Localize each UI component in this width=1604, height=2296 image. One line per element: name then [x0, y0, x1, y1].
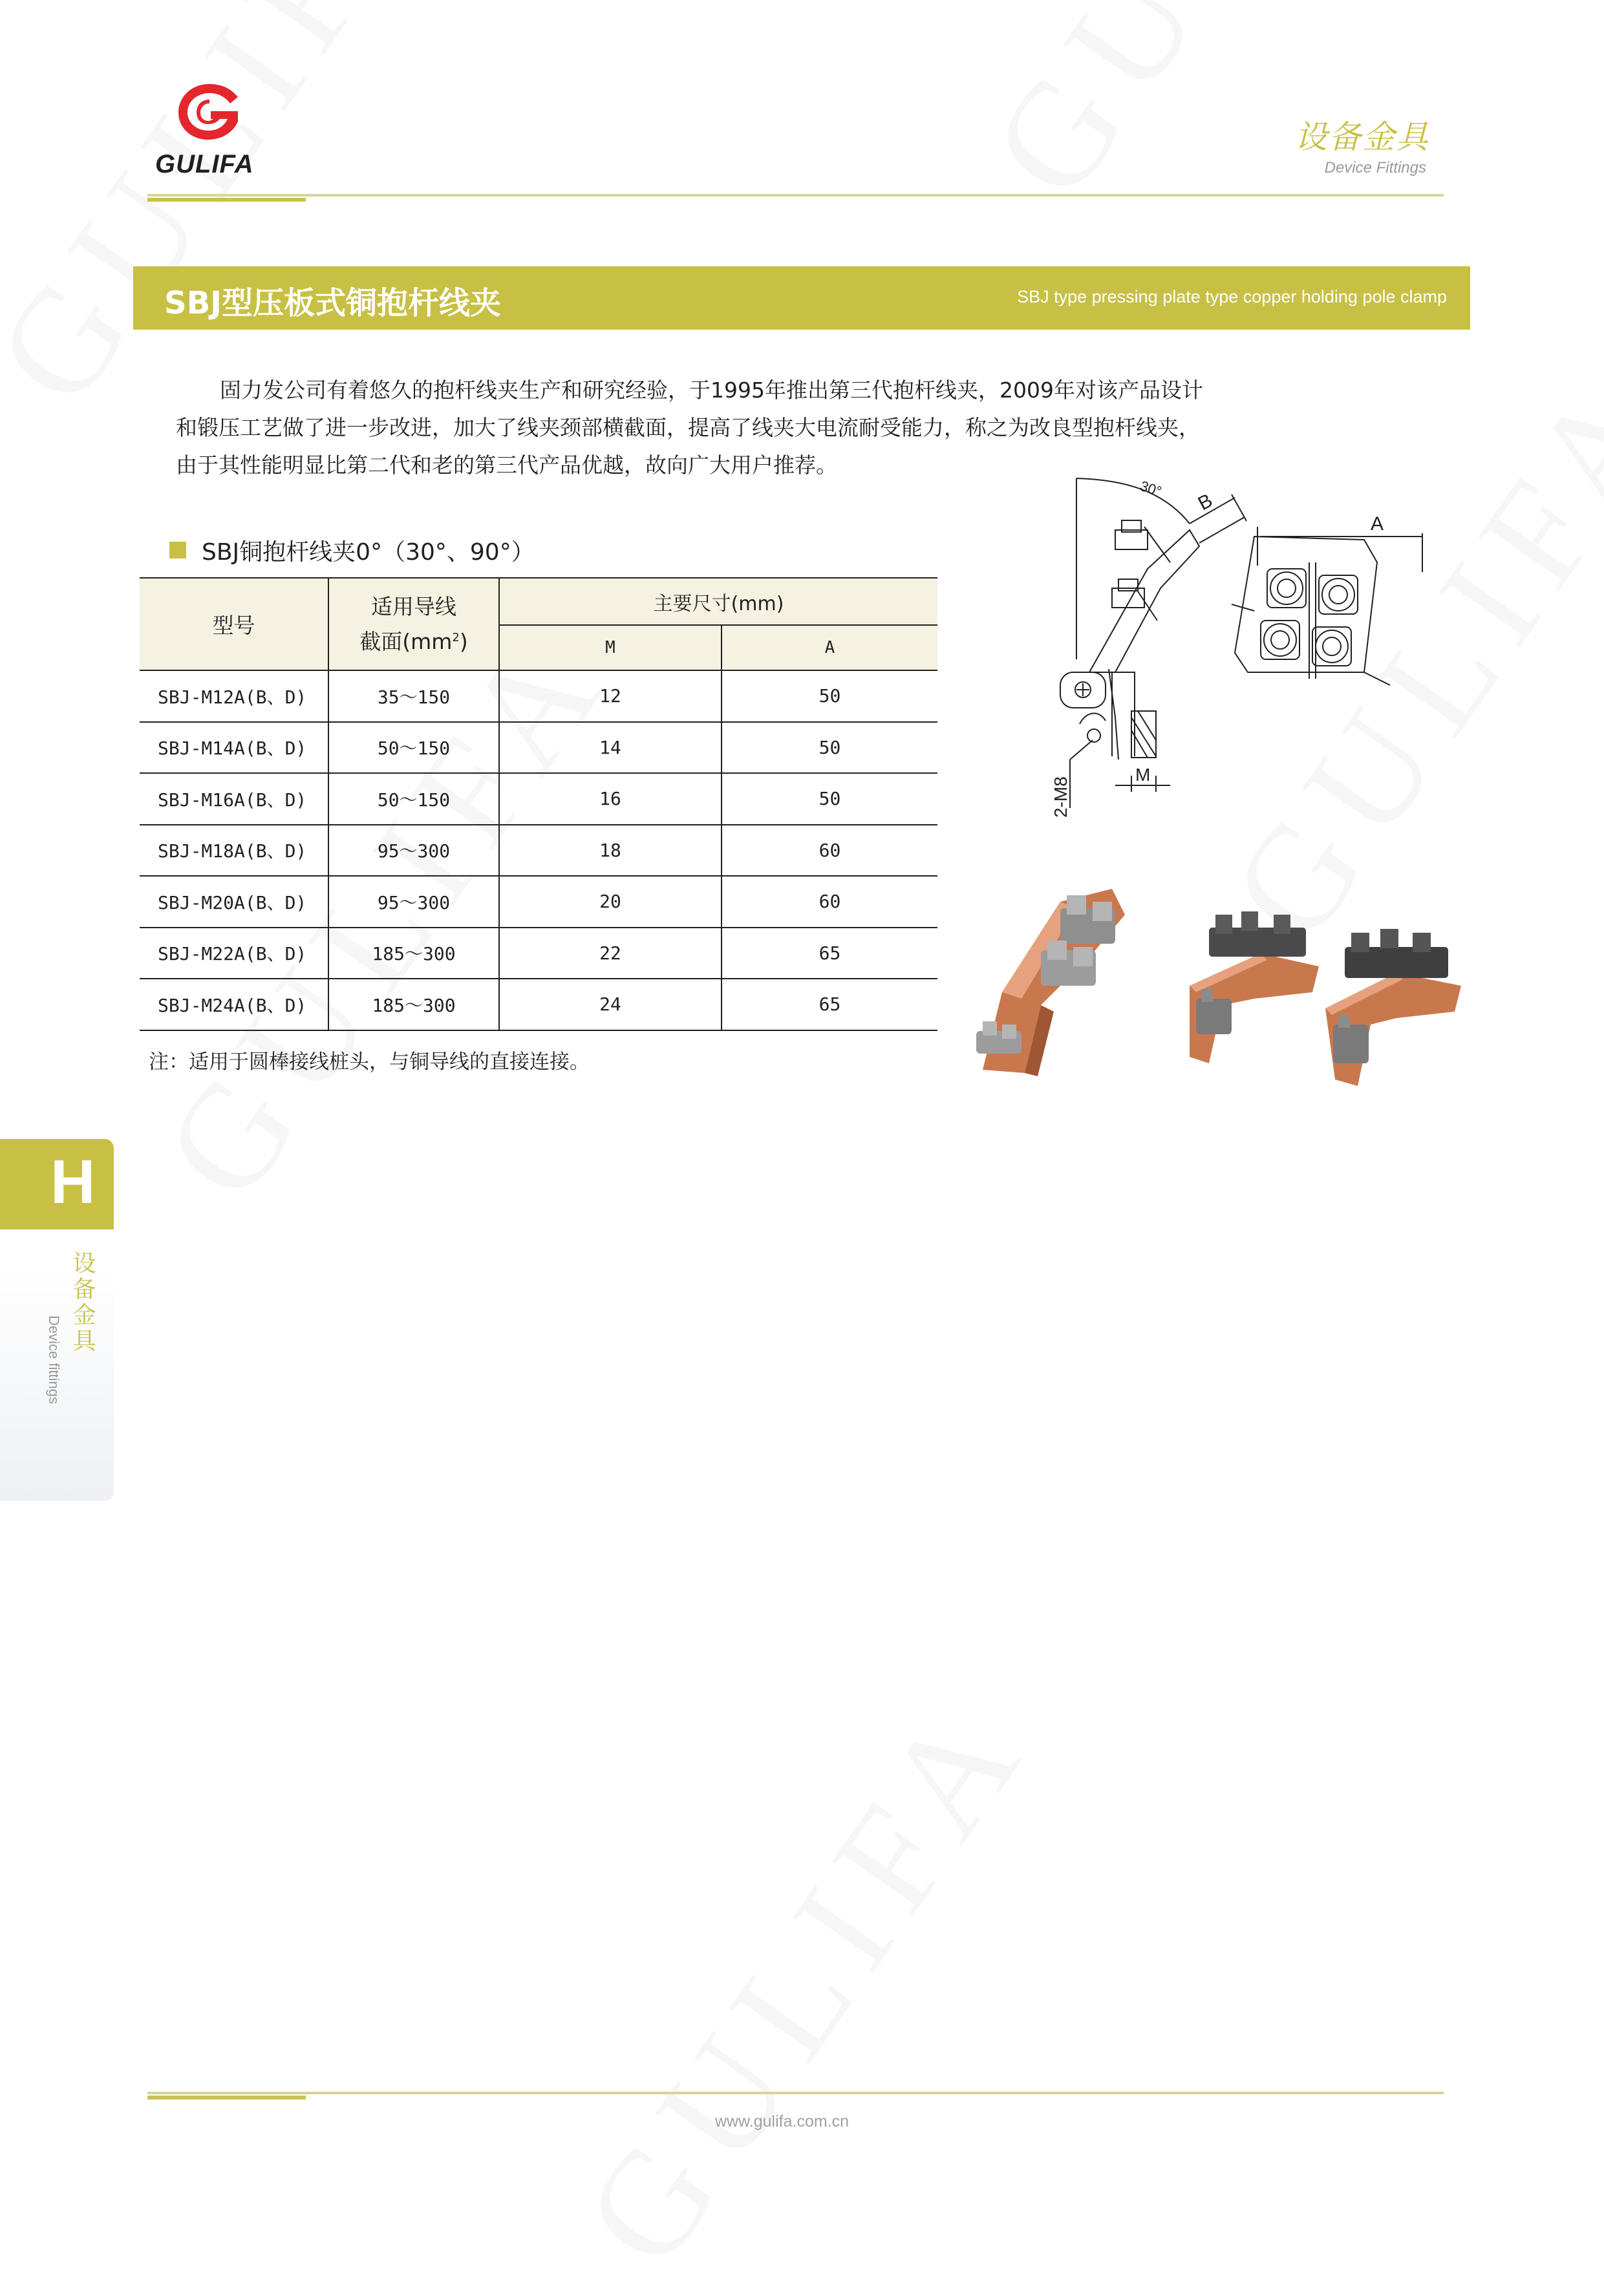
header-section-line1: 适用导线: [371, 593, 456, 619]
chapter-label-zh: 设备金具: [69, 1251, 96, 1354]
chapter-letter: H: [50, 1147, 96, 1217]
chapter-tab: [0, 1139, 114, 1229]
header-rule: [147, 194, 1444, 197]
header-model: 型号: [140, 578, 328, 670]
product-title-zh: SBJ型压板式铜抱杆线夹: [164, 285, 502, 321]
superscript: 2: [452, 630, 460, 644]
cell-a: 50: [722, 722, 937, 774]
table-row: [140, 722, 937, 774]
cell-m: 12: [499, 670, 722, 722]
intro-line: 由于其性能明显比第二代和老的第三代产品优越，故向广大用户推荐。: [176, 452, 837, 478]
cell-model: SBJ-M14A(B、D): [140, 722, 328, 774]
cell-a: 60: [722, 825, 937, 877]
header-m: M: [499, 625, 722, 670]
drawing-label-m: M: [1135, 765, 1151, 785]
cell-section: 35～150: [328, 670, 499, 722]
section-title-zh: 设备金具: [1295, 118, 1429, 156]
intro-line: 和锻压工艺做了进一步改进，加大了线夹颈部横截面，提高了线夹大电流耐受能力，称之为改良型抱杆线夹，: [176, 415, 1200, 440]
brand-logo: [168, 72, 252, 150]
watermark: [0, 0, 475, 434]
table-note: 注：适用于圆棒接线桩头，与铜导线的直接连接。: [149, 1050, 590, 1074]
cell-a: 50: [722, 773, 937, 825]
table-row: [140, 773, 937, 825]
intro-line: 固力发公司有着悠久的抱杆线夹生产和研究经验，于1995年推出第三代抱杆线夹，2009年对该产品设计: [220, 377, 1203, 403]
drawing-label-b: B: [1194, 489, 1216, 515]
cell-section: 50～150: [328, 773, 499, 825]
product-photo-clamp-pair: [1183, 895, 1481, 1089]
header-dims: 主要尺寸(mm): [499, 578, 937, 625]
cell-section: 50～150: [328, 722, 499, 774]
title-band: [133, 266, 1470, 330]
cell-a: 65: [722, 979, 937, 1030]
header-section: [328, 578, 499, 670]
header-section-line2: 截面$(mm^2)$: [359, 628, 468, 654]
cell-m: 20: [499, 876, 722, 928]
chapter-label-en: Device fittings: [46, 1315, 62, 1404]
cell-section: 95～300: [328, 825, 499, 877]
watermark: [550, 1665, 1063, 2296]
cell-m: 14: [499, 722, 722, 774]
cell-section: 95～300: [328, 876, 499, 928]
cell-m: 24: [499, 979, 722, 1030]
table-row: [140, 876, 937, 928]
section-bullet: [169, 542, 186, 558]
drawing-label-angle: 30°: [1138, 477, 1164, 500]
drawing-label-bolts: 2-M8: [1051, 776, 1071, 818]
spec-table: [140, 577, 937, 1031]
cell-section: 185～300: [328, 928, 499, 979]
cell-model: SBJ-M18A(B、D): [140, 825, 328, 877]
table-row: [140, 928, 937, 979]
footer-url: www.gulifa.com.cn: [715, 2112, 850, 2131]
gulifa-logo-icon: [168, 72, 252, 150]
table-row: [140, 979, 937, 1030]
cell-model: SBJ-M22A(B、D): [140, 928, 328, 979]
cell-m: 22: [499, 928, 722, 979]
technical-drawing: [976, 465, 1506, 827]
cell-model: SBJ-M12A(B、D): [140, 670, 328, 722]
cell-model: SBJ-M20A(B、D): [140, 876, 328, 928]
product-title-en: SBJ type pressing plate type copper holding pole clamp: [1017, 287, 1447, 306]
cell-section: 185～300: [328, 979, 499, 1030]
brand-name: GULIFA: [155, 150, 254, 178]
section-title-en: Device Fittings: [1324, 159, 1426, 176]
table-row: [140, 825, 937, 877]
table-row: [140, 670, 937, 722]
cell-a: 65: [722, 928, 937, 979]
cell-m: 16: [499, 773, 722, 825]
footer-rule: [147, 2092, 1444, 2094]
table-section-title: SBJ铜抱杆线夹0°（30°、90°）: [202, 539, 535, 566]
header-a: A: [722, 625, 937, 670]
cell-m: 18: [499, 825, 722, 877]
header-rule-accent: [147, 198, 306, 202]
drawing-label-a: A: [1371, 513, 1384, 535]
cell-model: SBJ-M16A(B、D): [140, 773, 328, 825]
footer-rule-accent: [147, 2096, 306, 2099]
cell-model: SBJ-M24A(B、D): [140, 979, 328, 1030]
product-photo-single-clamp: [963, 876, 1170, 1089]
cell-a: 60: [722, 876, 937, 928]
cell-a: 50: [722, 670, 937, 722]
